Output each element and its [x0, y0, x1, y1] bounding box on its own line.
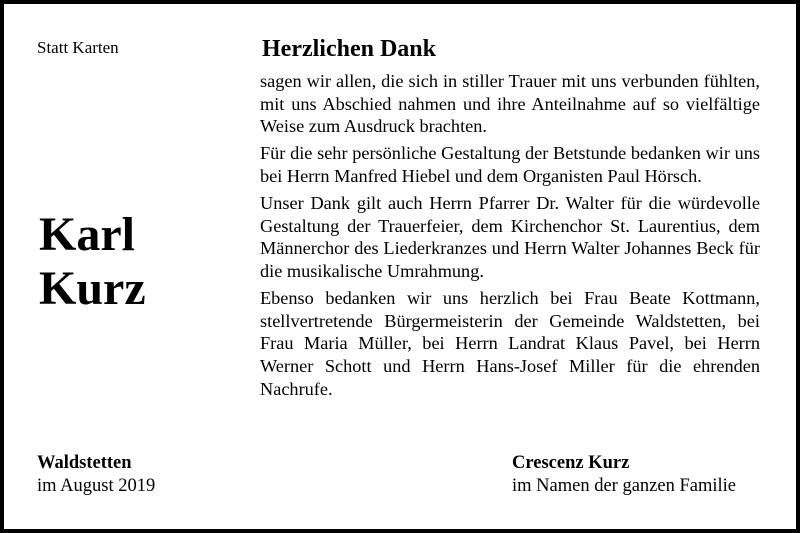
deceased-last-name: Kurz: [39, 262, 146, 315]
deceased-first-name: Karl: [39, 208, 135, 261]
place-label: Waldstetten: [37, 453, 132, 473]
body-paragraph: sagen wir allen, die sich in stiller Trauer mit uns verbunden fühlten, mit uns Abschied nahmen und ihre Anteilnahme auf so vielfältige Weise zum Ausdruck brachten.: [260, 71, 760, 137]
obituary-notice: [4, 4, 796, 529]
deceased-name: [39, 208, 146, 316]
statt-karten-label: Statt Karten: [37, 38, 119, 57]
date-label: im August 2019: [37, 476, 156, 496]
signer-name: Crescenz Kurz: [512, 453, 630, 473]
notice-body: [260, 70, 760, 405]
notice-heading: Herzlichen Dank: [262, 36, 436, 62]
body-paragraph: Für die sehr persönliche Gestaltung der Betstunde bedanken wir uns bei Herrn Manfred Hiebel und dem Organisten Paul Hörsch.: [260, 143, 760, 186]
body-paragraph: Unser Dank gilt auch Herrn Pfarrer Dr. Walter für die würdevolle Gestaltung der Trauerfeier, dem Kirchenchor St. Laurentius, dem Männerchor des Liederkranzes und Herrn Walter Johannes Beck für die musikalische Umrahmung.: [260, 193, 760, 281]
signer-note: im Namen der ganzen Familie: [512, 476, 736, 496]
body-paragraph: Ebenso bedanken wir uns herzlich bei Frau Beate Kottmann, stellvertretende Bürgermeisterin der Gemeinde Waldstetten, bei Frau Maria Müller, bei Herrn Landrat Klaus Pavel, bei Herrn Werner Schott und Herrn Hans-Josef Miller für die ehrenden Nachrufe.: [260, 288, 760, 399]
